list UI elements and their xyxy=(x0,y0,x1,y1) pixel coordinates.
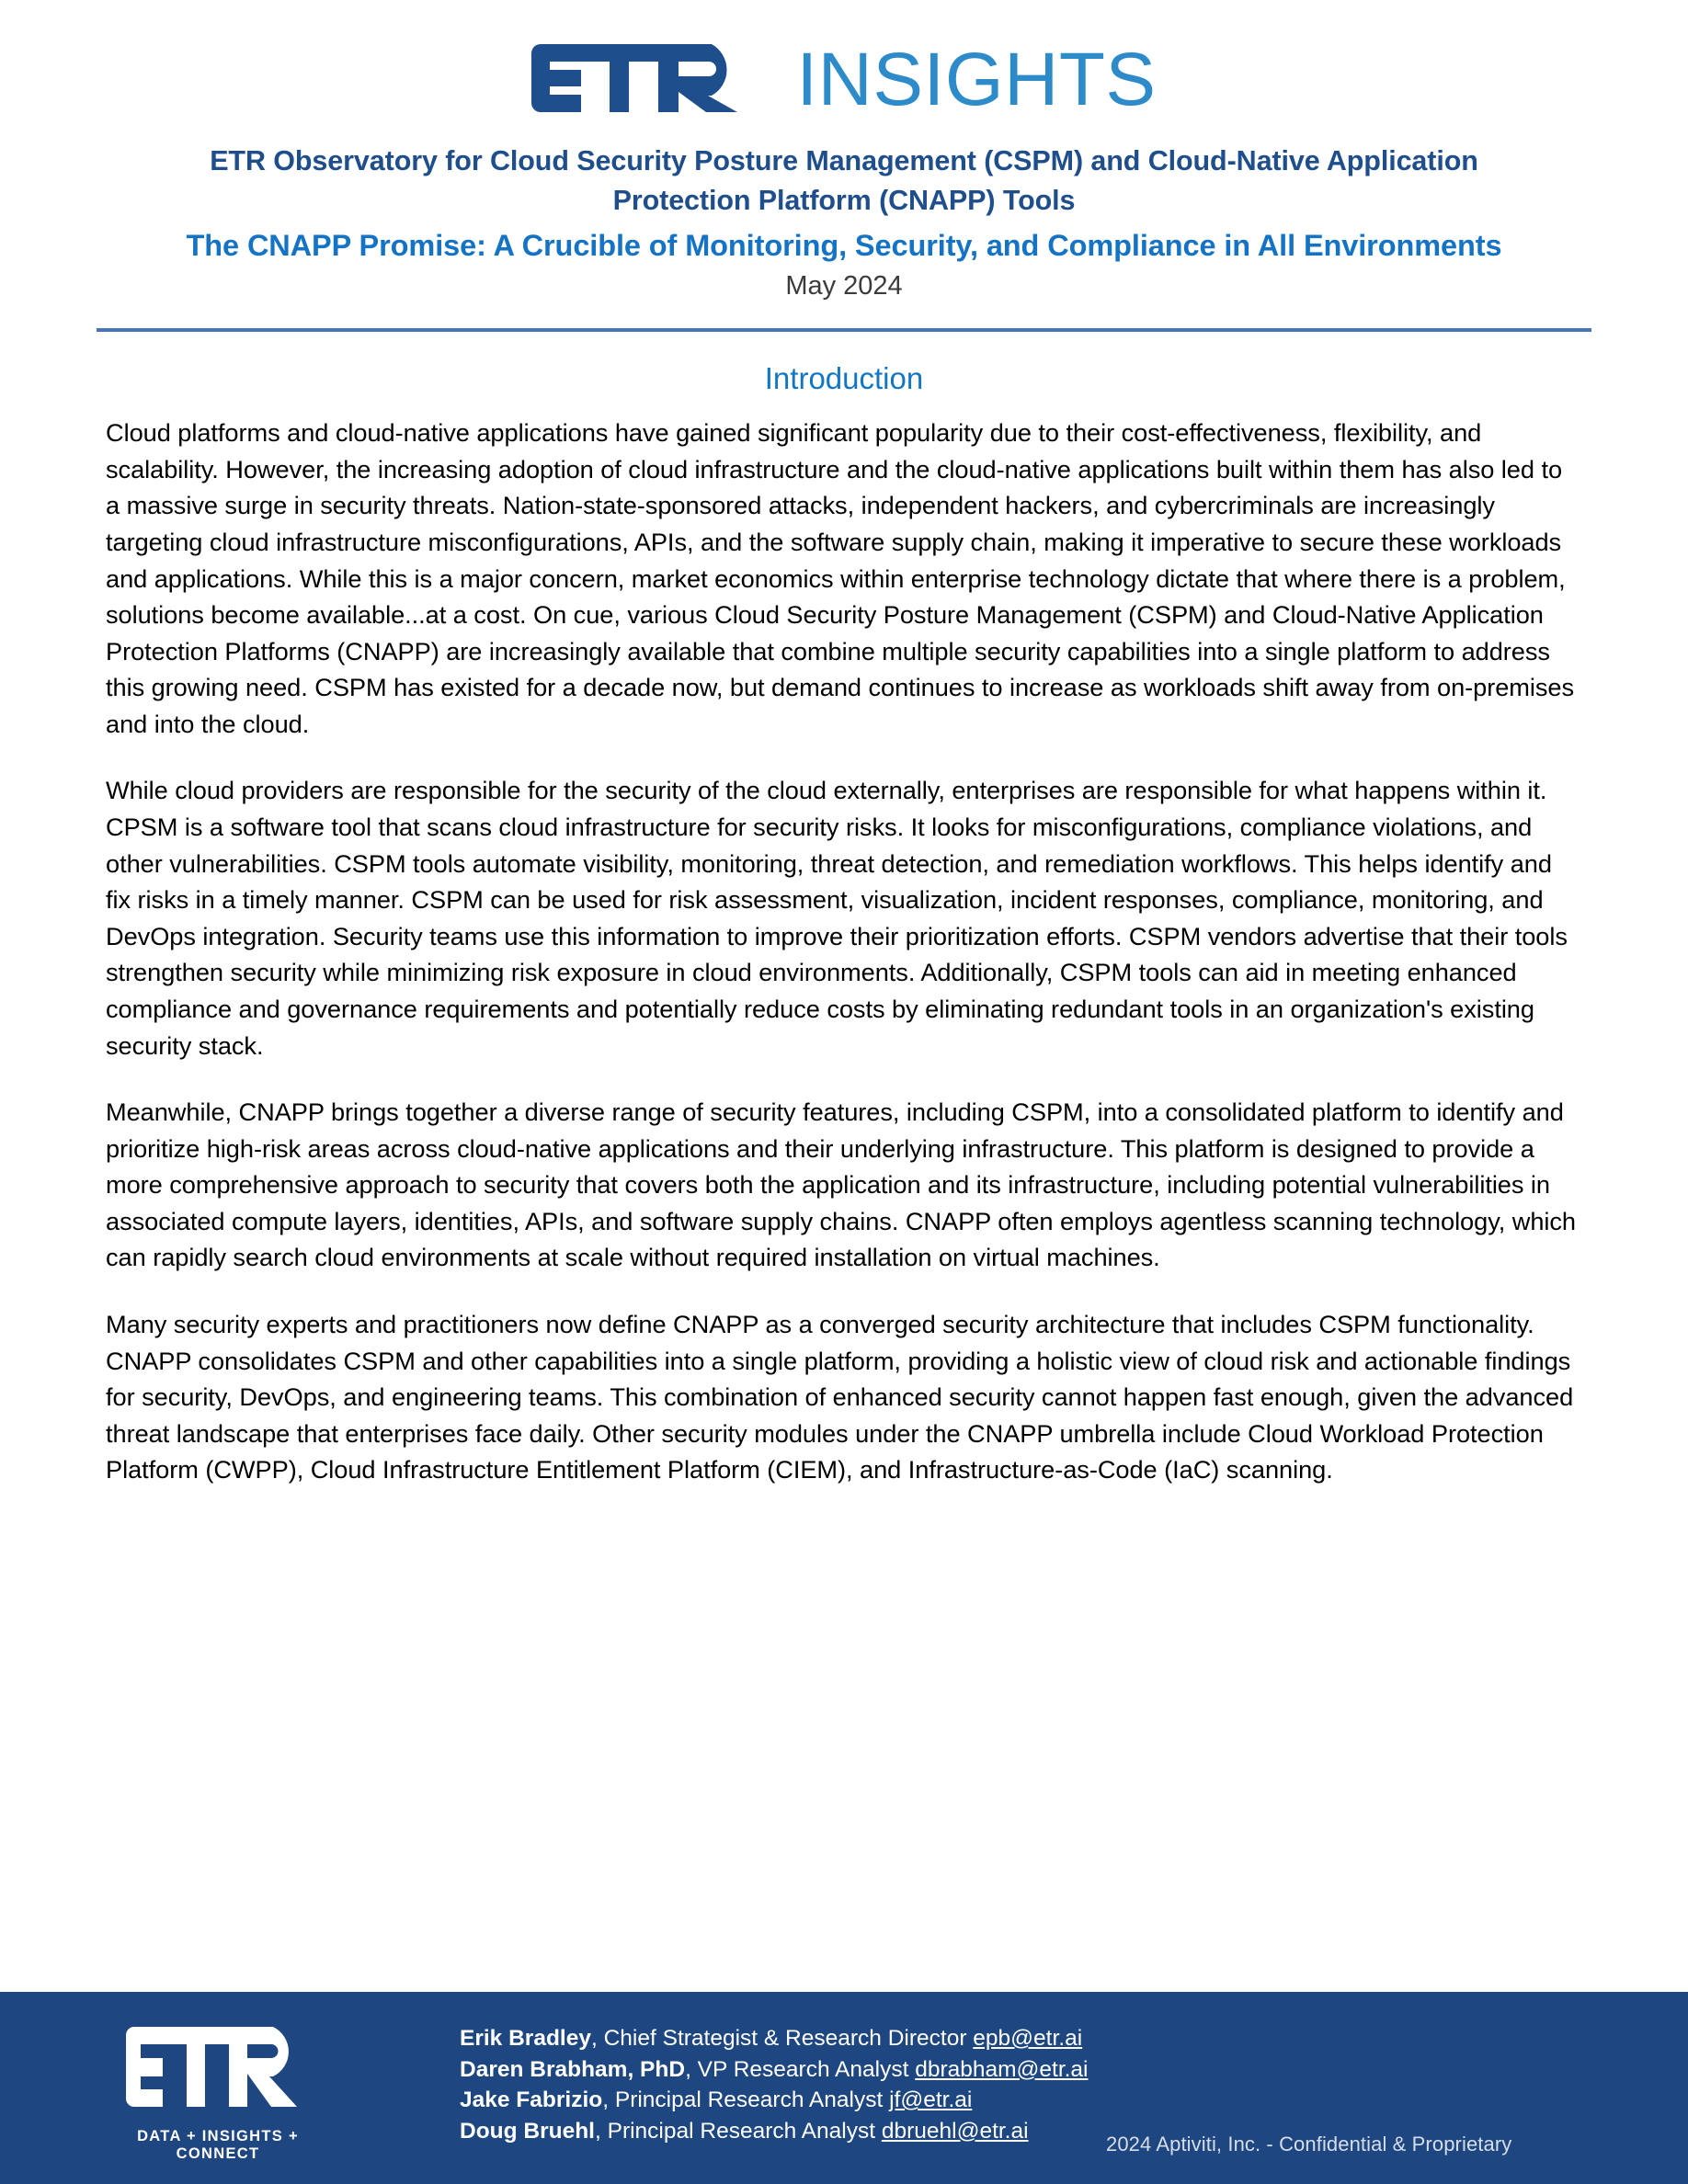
contact-row xyxy=(460,2054,1089,2086)
body-paragraph: Cloud platforms and cloud-native applications have gained significant popularity due to their cost-effectiveness, flexibility, and scalability. However, the increasing adoption of cloud infrastructure and the cloud-native applications built within them has also led to a massive surge in security threats. Nation-state-sponsored attacks, independent hackers, and cybercriminals are increasingly targeting cloud infrastructure misconfigurations, APIs, and the software supply chain, making it imperative to secure these workloads and applications. While this is a major concern, market economics within enterprise technology dictate that where there is a problem, solutions become available...at a cost. On cue, various Cloud Security Posture Management (CSPM) and Cloud-Native Application Protection Platforms (CNAPP) are increasingly available that combine multiple security capabilities into a single platform to address this growing need. CSPM has existed for a decade now, but demand continues to increase as workloads shift away from on-premises and into the cloud. xyxy=(106,418,1575,738)
body-paragraph: Many security experts and practitioners now define CNAPP as a converged security architecture that includes CSPM functionality. CNAPP consolidates CSPM and other capabilities into a single platform, providing a holistic view of cloud risk and actionable findings for security, DevOps, and engineering teams. This combination of enhanced security cannot happen fast enough, given the advanced threat landscape that enterprises face daily. Other security modules under the CNAPP umbrella include Cloud Workload Protection Platform (CWPP), Cloud Infrastructure Entitlement Platform (CIEM), and Infrastructure-as-Code (IaC) scanning. xyxy=(106,1309,1574,1484)
contact-name: Jake Fabrizio xyxy=(460,2087,603,2113)
body-paragraph: While cloud providers are responsible for the security of the cloud externally, enterprises are responsible for what happens within it. CPSM is a software tool that scans cloud infrastructure for security risks. It looks for misconfigurations, compliance violations, and other vulnerabilities. CSPM tools automate visibility, monitoring, threat detection, and remediation workflows. This helps identify and fix risks in a timely manner. CSPM can be used for risk assessment, visualization, incident responses, compliance, monitoring, and DevOps integration. Security teams use this information to improve their prioritization efforts. CSPM vendors advertise that their tools strengthen security while minimizing risk exposure in cloud environments. Additionally, CSPM tools can aid in meeting enhanced compliance and governance requirements and potentially reduce costs by eliminating redundant tools in an organization's existing security stack. xyxy=(106,776,1568,1060)
body-paragraph: Meanwhile, CNAPP brings together a diverse range of security features, including CSPM, into a consolidated platform to identify and prioritize high-risk areas across cloud-native applications and their underlying infrastructure. This platform is designed to provide a more comprehensive approach to security that covers both the application and its infrastructure, including potential vulnerabilities in associated compute layers, identities, APIs, and software supply chains. CNAPP often employs agentless scanning technology, which can rapidly search cloud environments at scale without required installation on virtual machines. xyxy=(106,1098,1576,1272)
document-subject-line-1: ETR Observatory for Cloud Security Posture Management (CSPM) and Cloud-Native Application xyxy=(210,145,1478,176)
masthead xyxy=(0,0,1688,121)
contact-name: Doug Bruehl xyxy=(460,2118,595,2144)
page-footer xyxy=(0,1992,1688,2184)
etr-logo-icon xyxy=(126,2106,310,2121)
contact-title: , Principal Research Analyst xyxy=(602,2087,890,2113)
footer-tagline: DATA + INSIGHTS + CONNECT xyxy=(137,2128,299,2162)
section-heading-introduction: Introduction xyxy=(764,361,924,396)
contact-email-link[interactable]: dbrabham@etr.ai xyxy=(915,2056,1089,2082)
contact-row xyxy=(460,2023,1089,2054)
title-block xyxy=(90,142,1598,304)
contact-row xyxy=(460,2116,1089,2147)
contact-email-link[interactable]: epb@etr.ai xyxy=(973,2026,1083,2051)
document-title: The CNAPP Promise: A Crucible of Monitoring, Security, and Compliance in All Environments xyxy=(186,228,1502,262)
contact-title: , VP Research Analyst xyxy=(685,2056,916,2082)
document-body xyxy=(106,332,1582,1488)
footer-contacts xyxy=(460,2023,1089,2146)
footer-etr-logo xyxy=(103,2021,333,2163)
copyright-notice: 2024 Aptiviti, Inc. - Confidential & Proprietary xyxy=(1106,2133,1512,2156)
contact-row xyxy=(460,2085,1089,2116)
contact-email-link[interactable]: jf@etr.ai xyxy=(889,2087,973,2113)
contact-title: , Principal Research Analyst xyxy=(595,2118,882,2144)
contact-name: Erik Bradley xyxy=(460,2026,591,2051)
contact-title: , Chief Strategist & Research Director xyxy=(591,2026,974,2051)
contact-email-link[interactable]: dbruehl@etr.ai xyxy=(881,2118,1029,2144)
etr-logo-icon xyxy=(531,39,787,118)
etr-insights-logo xyxy=(531,38,1157,121)
document-date: May 2024 xyxy=(785,270,903,301)
contact-name: Daren Brabham, PhD xyxy=(460,2056,686,2082)
document-subject-line-2: Protection Platform (CNAPP) Tools xyxy=(612,185,1076,217)
insights-wordmark: INSIGHTS xyxy=(796,38,1157,121)
